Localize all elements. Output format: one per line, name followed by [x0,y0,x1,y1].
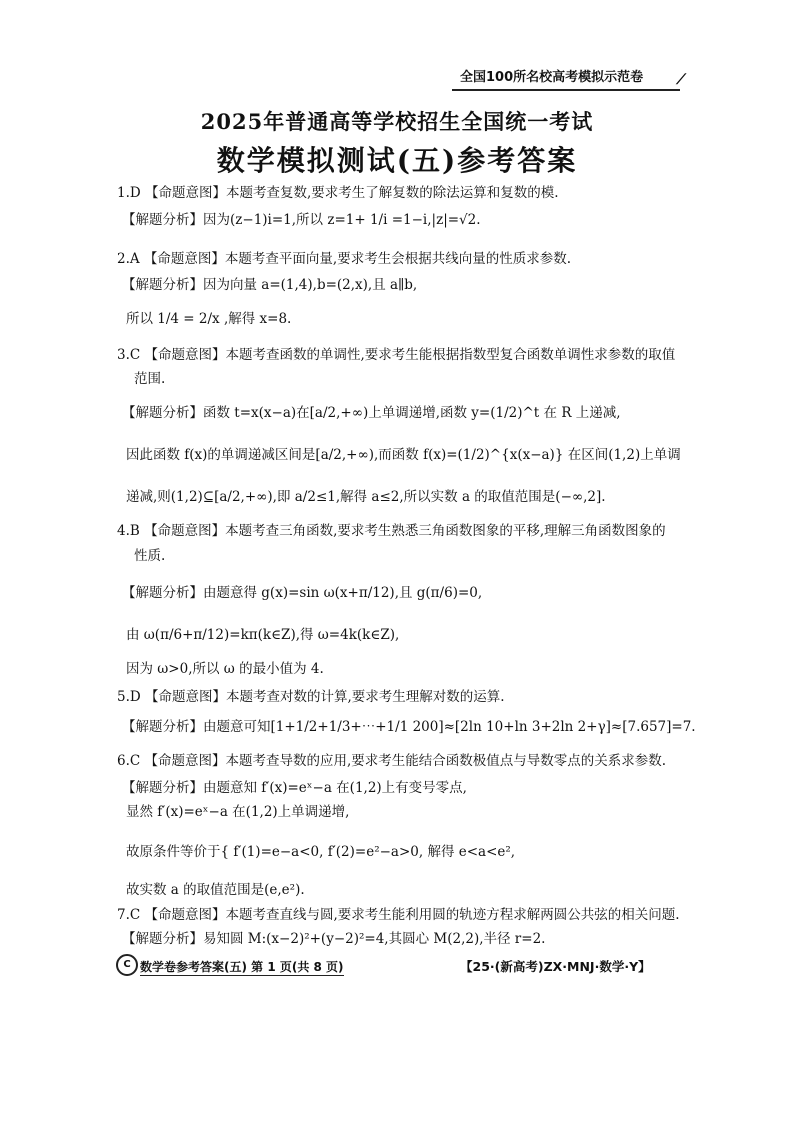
q3-analysis-3: 递减,则(1,2)⊆[a/2,+∞),即 a/2≤1,解得 a≤2,所以实数 a 的取值范围是(−∞,2]. [126,489,606,505]
q4-analysis-2: 由 ω(π/6+π/12)=kπ(k∈Z),得 ω=4k(k∈Z), [126,627,400,643]
q6-analysis: 【解题分析】由题意知 f′(x)=eˣ−a 在(1,2)上有变号零点, [122,780,467,796]
q1-analysis: 【解题分析】因为(z−1)i=1,所以 z=1+ 1/i =1−i,|z|=√2. [122,212,481,228]
q6-intent: 6.C 【命题意图】本题考查导数的应用,要求考生能结合函数极值点与导数零点的关系求参数. [117,753,667,769]
q5-intent: 5.D 【命题意图】本题考查对数的计算,要求考生理解对数的运算. [117,689,505,705]
q4-analysis-3: 因为 ω>0,所以 ω 的最小值为 4. [126,661,324,677]
q6-analysis-4: 故实数 a 的取值范围是(e,e²). [126,882,305,898]
exam-title: 2025年普通高等学校招生全国统一考试 [200,109,594,134]
q4-intent-cont: 性质. [134,548,166,564]
answer-title: 数学模拟测试(五)参考答案 [216,144,578,177]
q2-intent: 2.A 【命题意图】本题考查平面向量,要求考生会根据共线向量的性质求参数. [117,251,572,267]
q3-analysis: 【解题分析】函数 t=x(x−a)在[a/2,+∞)上单调递增,函数 y=(1/2)^t 在 R 上递减, [122,405,621,421]
q2-analysis: 【解题分析】因为向量 a=(1,4),b=(2,x),且 a∥b, [122,277,418,293]
q2-solution: 所以 1/4 = 2/x ,解得 x=8. [126,311,292,327]
q4-intent: 4.B 【命题意图】本题考查三角函数,要求考生熟悉三角函数图象的平移,理解三角函数图象的 [117,523,666,539]
q3-intent: 3.C 【命题意图】本题考查函数的单调性,要求考生能根据指数型复合函数单调性求参数的取值 [117,347,676,363]
q5-analysis: 【解题分析】由题意可知[1+1/2+1/3+⋯+1/1 200]≈[2ln 10+ln 3+2ln 2+γ]≈[7.657]=7. [122,719,696,735]
q3-intent-cont: 范围. [134,371,166,387]
series-tag: 全国100所名校高考模拟示范卷 ⟋ [452,67,680,91]
page-footer-left: 数学卷参考答案(五) 第 1 页(共 8 页) [140,960,344,974]
q7-analysis: 【解题分析】易知圆 M:(x−2)²+(y−2)²=4,其圆心 M(2,2),半径 r=2. [122,931,546,947]
q3-analysis-2: 因此函数 f(x)的单调递减区间是[a/2,+∞),而函数 f(x)=(1/2)^{x(x−a)} 在区间(1,2)上单调 [126,447,681,463]
q6-analysis-3: 故原条件等价于{ f′(1)=e−a<0, f′(2)=e²−a>0, 解得 e<a<e², [126,844,516,860]
q6-analysis-2: 显然 f′(x)=eˣ−a 在(1,2)上单调递增, [126,804,350,820]
q1-intent: 1.D 【命题意图】本题考查复数,要求考生了解复数的除法运算和复数的模. [117,185,559,201]
page-footer-right: 【25·(新高考)ZX·MNJ·数学·Y】 [460,959,651,974]
q4-analysis: 【解题分析】由题意得 g(x)=sin ω(x+π/12),且 g(π/6)=0, [122,585,483,601]
publisher-logo: C [116,954,138,976]
q7-intent: 7.C 【命题意图】本题考查直线与圆,要求考生能利用圆的轨迹方程求解两圆公共弦的相关问题. [117,907,680,923]
